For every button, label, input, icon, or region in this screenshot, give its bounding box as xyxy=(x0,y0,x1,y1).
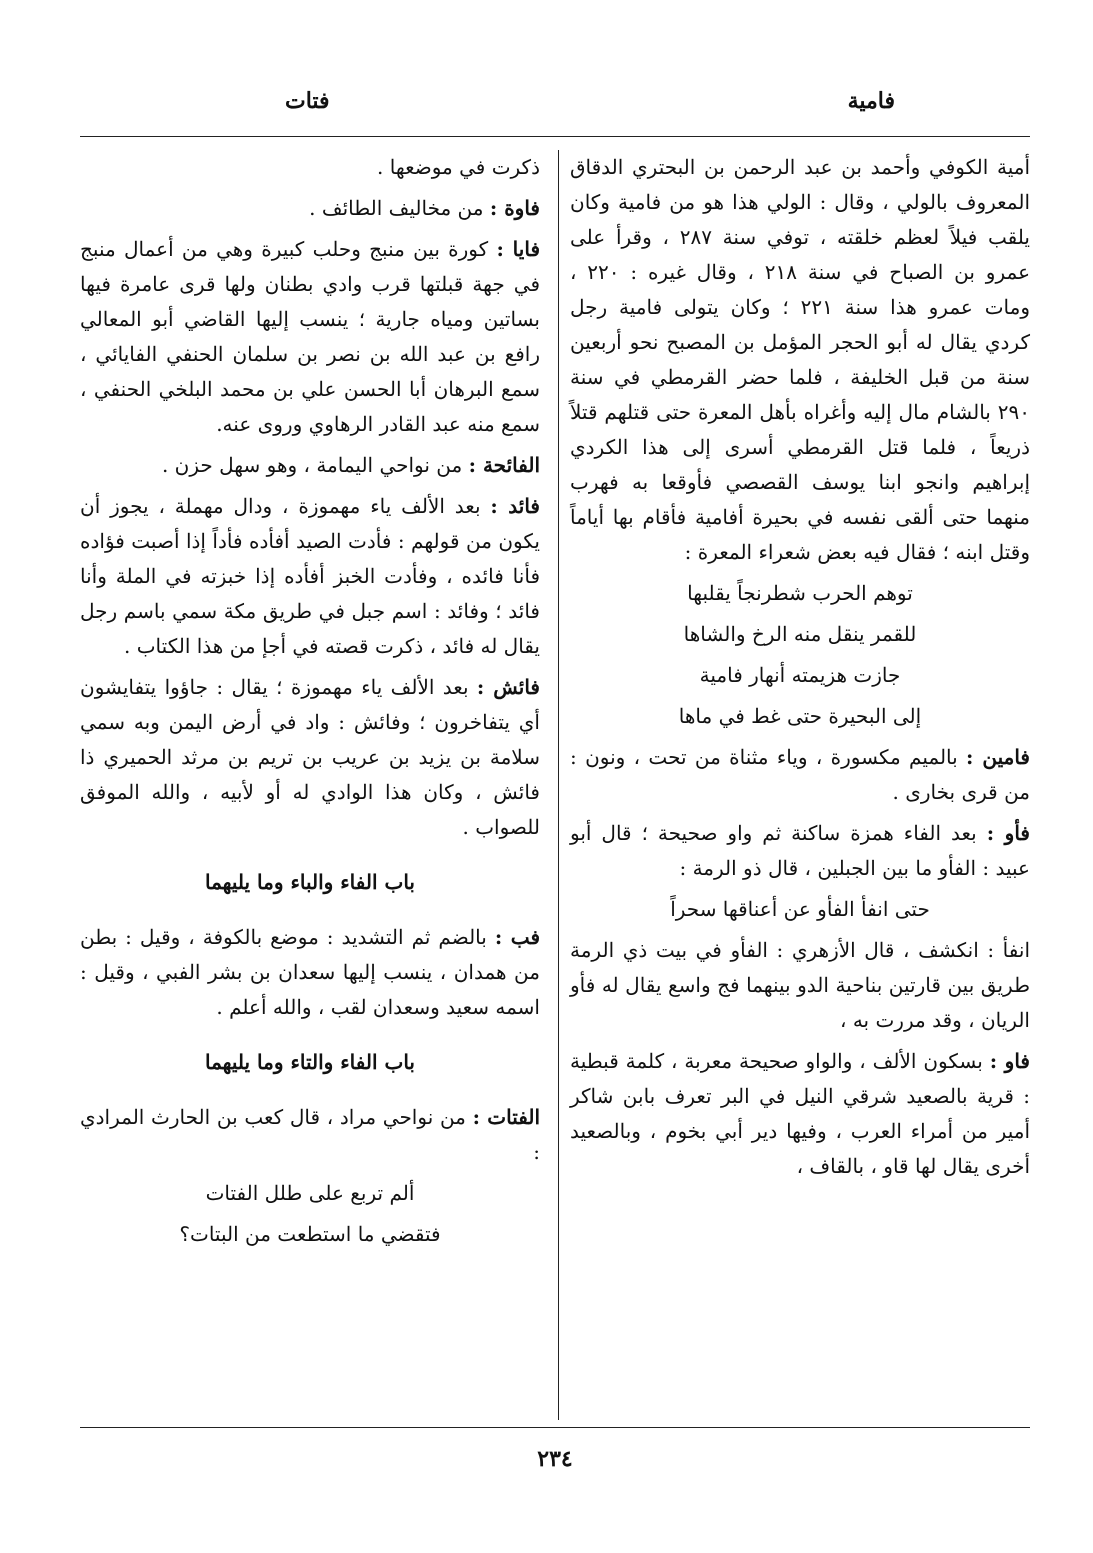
entry-text: كورة بين منبج وحلب كبيرة وهي من أعمال منبج في جهة قبلتها قرب وادي بطنان ولها قرى عامرة فيها بساتين ومياه جارية ؛ ينسب إليها القاضي أبو المعالي رافع بن عبد الله بن نصر بن سلمان الحنفي الفايائي ، سمع البرهان أبا الحسن علي بن محمد البلخي الحنفي ، سمع منه عبد القادر الرهاوي وروى عنه. xyxy=(80,237,541,436)
entry-fayaa xyxy=(80,232,540,442)
verse-line: جازت هزيمته أنهار فامية xyxy=(699,663,901,687)
right-column xyxy=(570,150,1030,1190)
entry-futat xyxy=(80,1100,540,1170)
entry-faiha xyxy=(80,448,540,483)
entry-text: بعد الفاء همزة ساكنة ثم واو صحيحة ؛ قال أبو عبيد : الفأو ما بين الجبلين ، قال ذو الرمة : xyxy=(570,821,1030,880)
entry-text: بالميم مكسورة ، وياء مثناة من تحت ، ونون : من قرى بخارى . xyxy=(570,745,1030,804)
entry-text: من مخاليف الطائف . xyxy=(309,196,490,220)
entry-famin xyxy=(570,740,1030,810)
top-rule xyxy=(80,136,1030,137)
entry-text: بالضم ثم التشديد : موضع بالكوفة ، وقيل : بطن من همدان ، ينسب إليها سعدان بن بشر الفبي ، وقيل : اسمه سعيد وسعدان لقب ، والله أعلم . xyxy=(80,925,540,1019)
verse-line: ألم تربع على طلل الفتات xyxy=(205,1181,415,1205)
verse-line: للقمر ينقل منه الرخ والشاها xyxy=(683,622,917,646)
page-number: ٢٣٤ xyxy=(537,1446,573,1472)
entry-headword: فامين : xyxy=(966,745,1030,769)
entry-headword: الفتات : xyxy=(472,1105,540,1129)
chapter-heading: باب الفاء والتاء وما يليهما xyxy=(204,1050,415,1074)
entry-headword: فاوة : xyxy=(489,196,540,220)
entry-faid xyxy=(80,489,540,664)
entry-faw xyxy=(570,1044,1030,1184)
bottom-rule xyxy=(80,1427,1030,1428)
entry-text: بسكون الألف ، والواو صحيحة معربة ، كلمة قبطية : قرية بالصعيد شرقي النيل في البر تعرف بابن شاكر أمير من أمراء العرب ، وفيها دير أبي بخوم ، وبالصعيد أخرى يقال لها قاو ، بالقاف ، xyxy=(570,1049,1030,1178)
entry-fubb xyxy=(80,920,540,1025)
entry-headword: فائد : xyxy=(490,494,540,518)
running-head-left: فتات xyxy=(285,88,330,114)
paragraph: انفأ : انكشف ، قال الأزهري : الفأو في بيت ذي الرمة طريق بين قارتين بناحية الدو بينهما فج واسع يقال له فأو الريان ، وقد مررت به ، xyxy=(570,938,1030,1032)
entry-headword: فاو : xyxy=(989,1049,1030,1073)
paragraph: ذكرت في موضعها . xyxy=(377,155,540,179)
verse-line: فتقضي ما استطعت من البتات؟ xyxy=(179,1222,441,1246)
entry-headword: فايا : xyxy=(496,237,541,261)
verse-line: حتى انفأ الفأو عن أعناقها سحراً xyxy=(670,897,930,921)
paragraph: أمية الكوفي وأحمد بن عبد الرحمن بن البحتري الدقاق المعروف بالولي ، وقال : الولي هذا هو من فامية وكان يلقب فيلاً لعظم خلقته ، توفي سنة ٢٨٧ ، وقرأ على عمرو بن الصباح في سنة ٢١٨ ، وقال غيره : ٢٢٠ ، ومات عمرو هذا سنة ٢٢١ ؛ وكان يتولى فامية رجل كردي يقال له أبو الحجر المؤمل بن المصبح نحو أربعين سنة من قبل الخليفة ، فلما حضر القرمطي في سنة ٢٩٠ بالشام مال إليه وأغراه بأهل المعرة حتى قتلهم قتلاً ذريعاً ، فلما قتل القرمطي أسرى إلى هذا الكردي إبراهيم وانجو ابنا يوسف القصصي فأوقعا به فهرب منهما حتى ألقى نفسه في بحيرة أفامية فأقام بها أياماً وقتل ابنه ؛ فقال فيه بعض شعراء المعرة : xyxy=(570,155,1030,564)
entry-text: بعد الألف ياء مهموزة ، ودال مهملة ، يجوز أن يكون من قولهم : فأدت الصيد أفأده فأداً إذا أصبت فؤاده فأنا فائده ، وفأدت الخبز أفأده إذا خبزته في الملة وأنا فائد ؛ وفائد : اسم جبل في طريق مكة سمي باسم رجل يقال له فائد ، ذكرت قصته في أجإ من هذا الكتاب . xyxy=(80,494,540,658)
verse-line: إلى البحيرة حتى غط في ماها xyxy=(678,704,922,728)
entry-headword: فأو : xyxy=(986,821,1030,845)
entry-text: من نواحي اليمامة ، وهو سهل حزن . xyxy=(161,453,469,477)
page xyxy=(80,80,1030,1500)
entry-text: من نواحي مراد ، قال كعب بن الحارث المرادي : xyxy=(80,1105,540,1164)
entry-faawa xyxy=(80,191,540,226)
left-column xyxy=(80,150,540,1258)
entry-fa2w xyxy=(570,816,1030,886)
entry-text: بعد الألف ياء مهموزة ؛ يقال : جاؤوا يتفايشون أي يتفاخرون ؛ وفائش : واد في أرض اليمن وبه سمي سلامة بن يزيد بن عريب بن تريم بن مرثد الحميري ذا فائش ، وكان هذا الوادي له أو لأبيه ، والله الموفق للصواب . xyxy=(80,675,540,839)
running-head-right: فامية xyxy=(847,88,895,114)
column-divider xyxy=(558,150,559,1420)
chapter-heading: باب الفاء والباء وما يليهما xyxy=(204,870,415,894)
verse-line: توهم الحرب شطرنجاً يقلبها xyxy=(687,581,913,605)
entry-headword: فب : xyxy=(494,925,540,949)
entry-headword: الفائحة : xyxy=(468,453,540,477)
entry-faish xyxy=(80,670,540,845)
entry-headword: فائش : xyxy=(476,675,540,699)
